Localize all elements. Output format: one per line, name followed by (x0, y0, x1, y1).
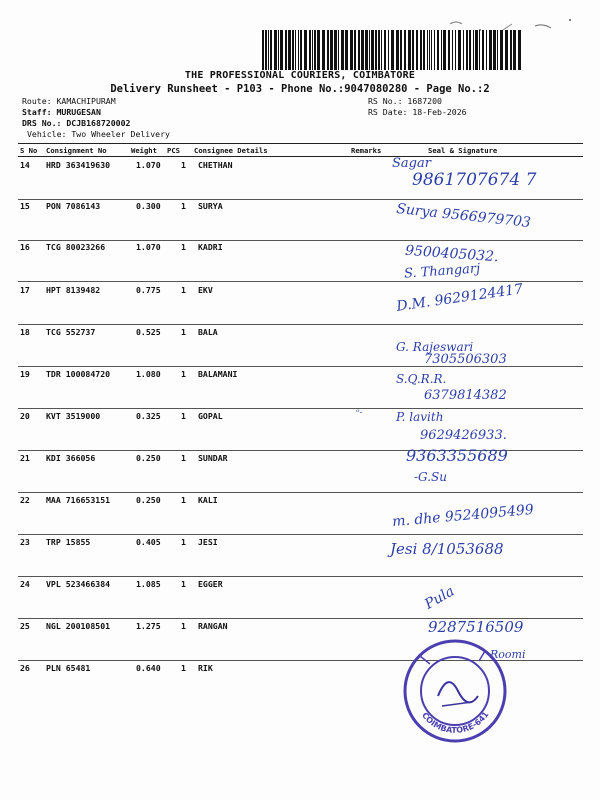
row-consignment: VPL 523466384 (46, 579, 111, 589)
barcode-bar (431, 30, 432, 70)
barcode-bar (412, 30, 414, 70)
row-consignment: HPT 8139482 (46, 285, 101, 295)
row-consignee: CHETHAN (198, 160, 233, 170)
signature-row-15: Surya 9566979703 (395, 200, 532, 232)
row-consignee: JESI (198, 537, 218, 547)
signature-row-25: 9287516509 (428, 618, 524, 636)
table-header (18, 143, 583, 157)
row-sno: 15 (20, 201, 30, 211)
row-consignment: TRP 15855 (46, 537, 91, 547)
row-pcs: 1 (181, 160, 186, 170)
row-consignment: HRD 363419630 (46, 160, 111, 170)
row-pcs: 1 (181, 453, 186, 463)
row-weight: 0.250 (136, 495, 161, 505)
row-consignee: EGGER (198, 579, 223, 589)
row-pcs: 1 (181, 242, 186, 252)
barcode-bar (429, 30, 430, 70)
barcode-bar (443, 30, 446, 70)
barcode-bar (420, 30, 422, 70)
signature-row-18-name: G. Rajeswari (396, 340, 474, 354)
row-consignee: BALA (198, 327, 218, 337)
barcode-bar (330, 30, 333, 70)
runsheet-meta-right (368, 96, 467, 118)
barcode-bar (404, 30, 406, 70)
row-consignment: KDI 366056 (46, 453, 96, 463)
row-consignee: SURYA (198, 201, 223, 211)
signature-row-14-phone: 9861707674 7 (412, 170, 537, 190)
col-seal-signature: Seal & Signature (428, 146, 498, 155)
barcode-bar (486, 30, 487, 70)
barcode-bar (416, 30, 418, 70)
barcode-bar (298, 30, 299, 70)
col-pcs: PCS (167, 146, 180, 155)
row-weight: 1.085 (136, 579, 161, 589)
col-remarks: Remarks (351, 146, 382, 155)
row-weight: 1.070 (136, 160, 161, 170)
barcode-bar (288, 30, 291, 70)
barcode-bar (423, 30, 425, 70)
row-weight: 0.250 (136, 453, 161, 463)
row-consignment: PON 7086143 (46, 201, 101, 211)
courier-seal-stamp (400, 636, 510, 746)
row-pcs: 1 (181, 285, 186, 295)
barcode-bar (518, 30, 521, 70)
row-weight: 0.525 (136, 327, 161, 337)
signature-row-16-phone: 9500405032. (404, 242, 499, 266)
stamp-text: COIMBATORE-641 (420, 709, 491, 735)
barcode-bar (295, 30, 296, 70)
rs-date-label: RS Date: 18-Feb-2026 (368, 107, 467, 117)
row-sno: 22 (20, 495, 30, 505)
row-sno: 17 (20, 285, 30, 295)
row-consignment: TCG 80023266 (46, 242, 106, 252)
barcode-bar (408, 30, 411, 70)
barcode-bar (334, 30, 337, 70)
row-pcs: 1 (181, 327, 186, 337)
signature-row-18-phone: 7305506303 (424, 352, 507, 367)
barcode-bar (466, 30, 468, 70)
row-pcs: 1 (181, 201, 186, 211)
row-sno: 24 (20, 579, 30, 589)
row-consignee: KADRI (198, 242, 223, 252)
barcode-bar (475, 30, 478, 70)
row-consignee: RANGAN (198, 621, 228, 631)
row-sno: 21 (20, 453, 30, 463)
barcode-bar (361, 30, 364, 70)
signature-row-23: Jesi 8/1053688 (390, 540, 504, 558)
row-consignee: BALAMANI (198, 369, 238, 379)
signature-row-17: D.M. 9629124417 (395, 281, 524, 315)
barcode-bar (338, 30, 339, 70)
barcode-bar (304, 30, 307, 70)
row-sno: 25 (20, 621, 30, 631)
barcode-bar (384, 30, 386, 70)
barcode-bar (500, 30, 503, 70)
row-consignee: KALI (198, 495, 218, 505)
barcode-bar (312, 30, 313, 70)
barcode-bar (396, 30, 399, 70)
barcode-bar (341, 30, 344, 70)
barcode-bar (274, 30, 277, 70)
barcode-bar (265, 30, 267, 70)
row-consignee: GOPAL (198, 411, 223, 421)
vehicle-label: Vehicle: Two Wheeler Delivery (27, 129, 170, 139)
barcode-bar (482, 30, 484, 70)
signature-row-24: Pula (422, 583, 458, 613)
row-weight: 0.640 (136, 663, 161, 673)
barcode-bar (317, 30, 320, 70)
barcode-bar (322, 30, 325, 70)
barcode-bar (493, 30, 496, 70)
barcode-bar (292, 30, 294, 70)
signature-row-14-name: Sagar (392, 156, 431, 171)
row-sno: 14 (20, 160, 30, 170)
barcode-bar (469, 30, 471, 70)
row-sno: 19 (20, 369, 30, 379)
barcode-bar (371, 30, 374, 70)
remarks-mark: ᵒ- (356, 408, 363, 418)
barcode-bar (280, 30, 283, 70)
barcode-bar (513, 30, 516, 70)
company-title: THE PROFESSIONAL COURIERS, COIMBATORE (184, 70, 416, 81)
barcode-bar (448, 30, 450, 70)
row-pcs: 1 (181, 495, 186, 505)
col-weight: Weight (131, 146, 157, 155)
barcode-bar (497, 30, 498, 70)
signature-row-21-phone: 9363355689 (406, 446, 508, 465)
row-weight: 1.070 (136, 242, 161, 252)
row-consignment: TDR 100084720 (46, 369, 111, 379)
rs-no-label: RS No.: 1687200 (368, 96, 442, 106)
signature-row-20-name: P. lavith (396, 410, 444, 424)
row-weight: 0.775 (136, 285, 161, 295)
barcode-bar (327, 30, 329, 70)
row-weight: 1.080 (136, 369, 161, 379)
barcode-bar (262, 30, 264, 70)
staff-label: Staff: MURUGESAN (22, 107, 101, 117)
drs-label: DRS No.: DCJB168720002 (22, 118, 131, 128)
col-consignee: Consignee Details (194, 146, 268, 155)
barcode-bar (391, 30, 394, 70)
barcode-bar (400, 30, 402, 70)
barcode-bar (300, 30, 302, 70)
row-weight: 1.275 (136, 621, 161, 631)
barcode-bar (388, 30, 389, 70)
row-pcs: 1 (181, 411, 186, 421)
barcode-bar (458, 30, 461, 70)
row-weight: 0.405 (136, 537, 161, 547)
row-consignee: RIK (198, 663, 213, 673)
route-label: Route: KAMACHIPURAM (22, 96, 116, 106)
runsheet-title: Delivery Runsheet - P103 - Phone No.:9047080280 - Page No.:2 (110, 83, 490, 95)
runsheet-meta-left (22, 96, 170, 140)
row-consignment: TCG 552737 (46, 327, 96, 337)
row-sno: 23 (20, 537, 30, 547)
barcode-bar (369, 30, 370, 70)
barcode-bar (285, 30, 287, 70)
barcode-bar (365, 30, 368, 70)
table-row (18, 579, 583, 619)
barcode-bar (479, 30, 480, 70)
signature-row-19-phone: 6379814382 (424, 388, 507, 403)
row-sno: 18 (20, 327, 30, 337)
row-sno: 20 (20, 411, 30, 421)
barcode-bar (381, 30, 382, 70)
signature-row-20-phone: 9629426933. (420, 428, 507, 443)
row-pcs: 1 (181, 663, 186, 673)
barcode-bar (441, 30, 442, 70)
row-weight: 0.300 (136, 201, 161, 211)
barcode-bar (434, 30, 435, 70)
row-pcs: 1 (181, 579, 186, 589)
col-consignment: Consignment No (46, 146, 107, 155)
barcode-bar (354, 30, 356, 70)
row-pcs: 1 (181, 621, 186, 631)
row-consignee: EKV (198, 285, 213, 295)
barcode-bar (427, 30, 428, 70)
col-sno: S No (20, 146, 38, 155)
barcode-bar (452, 30, 453, 70)
signature-row-26: Roomi (490, 648, 526, 661)
barcode (262, 30, 522, 70)
barcode-bar (350, 30, 353, 70)
barcode-bar (270, 30, 272, 70)
row-consignment: PLN 65481 (46, 663, 91, 673)
barcode-bar (358, 30, 360, 70)
barcode-bar (278, 30, 279, 70)
barcode-bar (510, 30, 512, 70)
row-sno: 26 (20, 663, 30, 673)
barcode-bar (437, 30, 439, 70)
barcode-bar (345, 30, 348, 70)
table-row (18, 242, 583, 282)
barcode-bar (268, 30, 269, 70)
row-weight: 0.325 (136, 411, 161, 421)
row-sno: 16 (20, 242, 30, 252)
row-consignment: NGL 200108501 (46, 621, 111, 631)
row-pcs: 1 (181, 369, 186, 379)
barcode-bar (375, 30, 377, 70)
barcode-bar (489, 30, 492, 70)
row-consignment: KVT 3519000 (46, 411, 101, 421)
barcode-bar (473, 30, 474, 70)
signature-row-22: m. dhe 9524095499 (391, 501, 535, 531)
row-consignment: MAA 716653151 (46, 495, 111, 505)
barcode-bar (463, 30, 464, 70)
barcode-bar (309, 30, 311, 70)
barcode-bar (455, 30, 456, 70)
signature-row-16-name: S. Thangarj (403, 261, 481, 282)
row-consignee: SUNDAR (198, 453, 228, 463)
signature-row-21-name: -G.Su (414, 470, 447, 484)
barcode-bar (314, 30, 316, 70)
signature-row-19-name: S.Q.R.R. (396, 372, 447, 386)
barcode-bar (378, 30, 380, 70)
row-pcs: 1 (181, 537, 186, 547)
barcode-bar (505, 30, 508, 70)
